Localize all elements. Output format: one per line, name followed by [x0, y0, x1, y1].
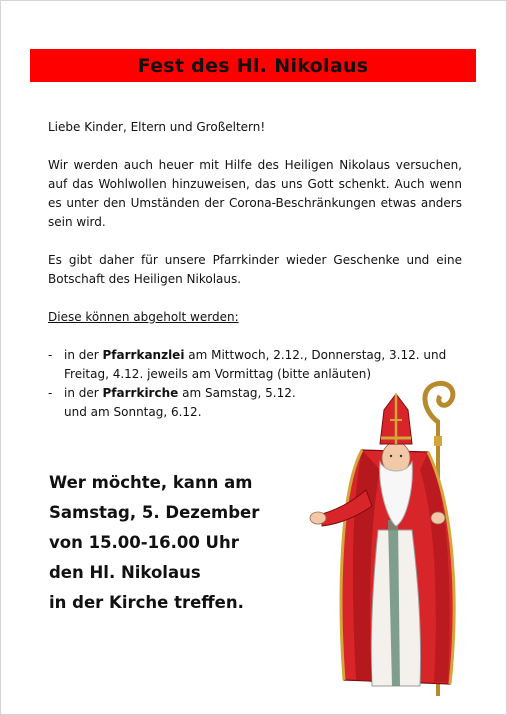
list-dash: - [48, 348, 53, 362]
announcement-line: in der Kirche treffen. [49, 593, 244, 612]
right-hand [431, 512, 445, 524]
title-banner [30, 49, 476, 82]
paragraph-gifts: Es gibt daher für unsere Pfarrkinder wieder Geschenke und eine Botschaft des Heiligen Nikolaus. [48, 253, 462, 286]
pickup-heading: Diese können abgeholt werden: [48, 310, 239, 324]
announcement-line: Wer möchte, kann am [49, 473, 253, 492]
list-item [48, 346, 462, 384]
list-item-place: Pfarrkanzlei [102, 348, 185, 362]
letter-body [48, 118, 462, 422]
list-item-pre: in der [64, 348, 103, 362]
paragraph-intro: Wir werden auch heuer mit Hilfe des Heiligen Nikolaus versuchen, auf das Wohlwollen hinzuweisen, das uns Gott schenkt. Auch wenn es unter den Umständen der Corona-Beschränkungen etwas anders sein wird. [48, 158, 462, 229]
saint-nicholas-illustration [300, 380, 500, 700]
announcement-line: von 15.00-16.00 Uhr [49, 533, 239, 552]
list-item-post: am Mittwoch, 2.12., Donnerstag, 3.12. und Freitag, 4.12. jeweils am Vormittag (bitte anläuten) [64, 348, 447, 381]
list-item-place: Pfarrkirche [102, 386, 179, 400]
announcement-line: den Hl. Nikolaus [49, 563, 201, 582]
greeting: Liebe Kinder, Eltern und Großeltern! [48, 120, 266, 134]
list-dash: - [48, 386, 53, 400]
announcement-line: Samstag, 5. Dezember [49, 503, 260, 522]
page-title: Fest des Hl. Nikolaus [137, 54, 369, 77]
list-item-pre: in der [64, 386, 103, 400]
list-item-line2: und am Sonntag, 6.12. [64, 405, 202, 419]
announcement [49, 468, 309, 618]
left-hand [310, 512, 326, 524]
list-item-post: am Samstag, 5.12. [178, 386, 296, 400]
